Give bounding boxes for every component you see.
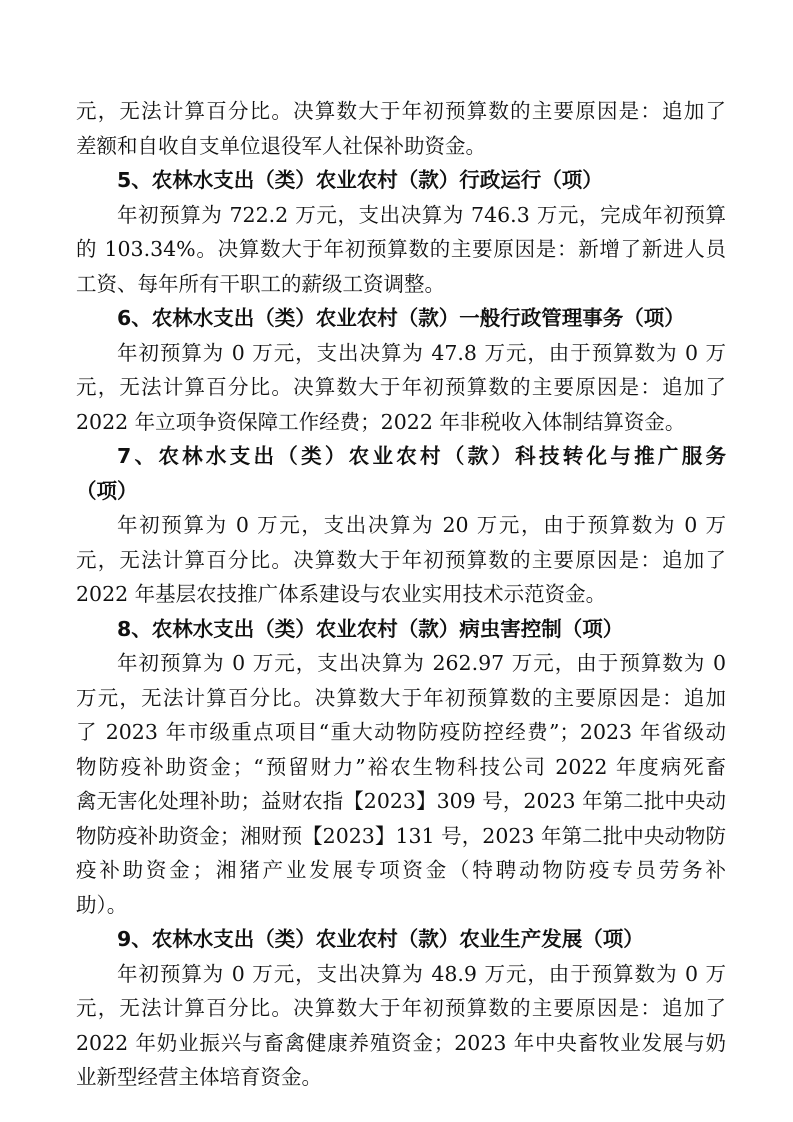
paragraph-first-line: 年初预算为 0 万元，支出决算为 20 万元，由于预算数为 0 万: [117, 513, 726, 537]
section-heading: 5、农林水支出（类）农业农村（款）行政运行（项）: [117, 168, 603, 192]
document-body: [76, 94, 726, 1095]
paragraph-line: 工资、每年所有干职工的薪级工资调整。: [76, 271, 445, 296]
paragraph-first-line: 年初预算为 722.2 万元，支出决算为 746.3 万元，完成年初预算: [117, 202, 726, 227]
paragraph-line: 2022 年奶业振兴与畜禽健康养殖资金；2023 年中央畜牧业发展与奶: [76, 1030, 726, 1055]
paragraph-first-line: 年初预算为 0 万元，支出决算为 47.8 万元，由于预算数为 0 万: [117, 340, 726, 365]
section-heading-continuation: （项）: [76, 478, 138, 503]
section-heading: 9、农林水支出（类）农业农村（款）农业生产发展（项）: [117, 927, 644, 951]
section-heading: 8、农林水支出（类）农业农村（款）病虫害控制（项）: [117, 616, 624, 641]
paragraph-line: 2022 年立项争资保障工作经费；2022 年非税收入体制结算资金。: [76, 409, 686, 434]
paragraph-line: 的 103.34%。决算数大于年初预算数的主要原因是：新增了新进人员: [76, 237, 726, 261]
paragraph-line: 了 2023 年市级重点项目“重大动物防疫防控经费”；2023 年省级动: [76, 720, 726, 744]
paragraph-line: 物防疫补助资金；湘财预【2023】131 号，2023 年第二批中央动物防: [76, 823, 726, 848]
paragraph-first-line: 年初预算为 0 万元，支出决算为 48.9 万元，由于预算数为 0 万: [117, 961, 726, 986]
paragraph-line: 业新型经营主体培育资金。: [76, 1065, 322, 1089]
section-heading: 7、农林水支出（类）农业农村（款）科技转化与推广服务: [117, 444, 726, 468]
paragraph-line: 2022 年基层农技推广体系建设与农业实用技术示范资金。: [76, 582, 607, 606]
paragraph-line: 元，无法计算百分比。决算数大于年初预算数的主要原因是：追加了: [76, 375, 726, 399]
paragraph-line: 助）。: [76, 892, 128, 917]
paragraph-line: 禽无害化处理补助；益财农指【2023】309 号，2023 年第二批中央动: [76, 789, 726, 813]
paragraph-line: 元，无法计算百分比。决算数大于年初预算数的主要原因是：追加了: [76, 547, 726, 572]
paragraph-line: 差额和自收自支单位退役军人社保补助资金。: [76, 133, 486, 158]
paragraph-line: 元，无法计算百分比。决算数大于年初预算数的主要原因是：追加了: [76, 99, 726, 123]
paragraph-line: 疫补助资金；湘猪产业发展专项资金（特聘动物防疫专员劳务补: [76, 858, 726, 882]
paragraph-line: 元，无法计算百分比。决算数大于年初预算数的主要原因是：追加了: [76, 996, 726, 1020]
paragraph-first-line: 年初预算为 0 万元，支出决算为 262.97 万元，由于预算数为 0: [117, 651, 726, 675]
paragraph-line: 物防疫补助资金；“预留财力”裕农生物科技公司 2022 年度病死畜: [76, 754, 726, 779]
paragraph-line: 万元，无法计算百分比。决算数大于年初预算数的主要原因是：追加: [76, 685, 726, 710]
section-heading: 6、农林水支出（类）农业农村（款）一般行政管理事务（项）: [117, 306, 685, 330]
